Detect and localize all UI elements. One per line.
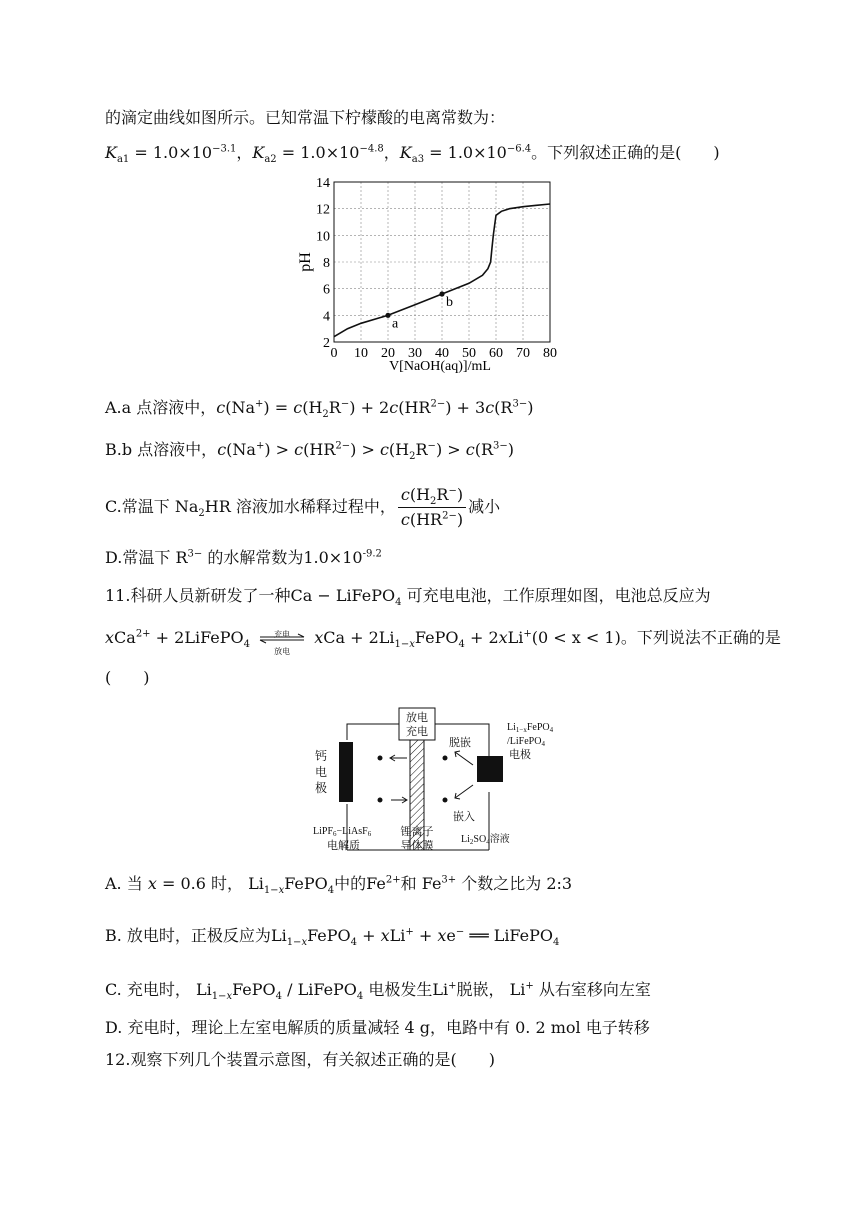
x-axis-label: V[NaOH(aq)]/mL <box>389 359 491 374</box>
x-tick-label: 30 <box>408 346 422 361</box>
x-tick-label: 40 <box>435 346 449 361</box>
left-electrode-label-1: 钙 <box>315 749 328 763</box>
x-tick-label: 80 <box>543 346 557 361</box>
ion-dot <box>443 798 448 803</box>
option-11-c: C. 充电时， $Li_{1-x}FePO_4$ / LiFePO$_4$ 电极发生Li+脱嵌， Li+ 从右室移向左室 <box>105 980 651 1003</box>
ka3-value: 1.0×10 <box>447 143 507 162</box>
titration-chart <box>290 172 570 377</box>
y-tick-label: 14 <box>316 176 330 191</box>
option-10-b: B.b 点溶液中，$c(Na^+) > c(HR^{2-}) > c(H_2R^-) > c(R^{3-})$ <box>105 440 515 463</box>
right-electrode-label-3: 电极 <box>509 749 531 761</box>
left-electrode-label-2: 电 <box>315 765 328 779</box>
right-electrode-label-2: /LiFePO$_4$ <box>507 736 545 748</box>
left-electrolyte-label-1: LiPF$_6$−LiAsF$_6$ <box>313 826 372 838</box>
q11-paren: ( ) <box>105 668 150 687</box>
left-electrolyte-label-2: 电解质 <box>327 840 360 852</box>
deintercalate-label: 脱嵌 <box>449 737 471 749</box>
intro-line <box>105 108 505 128</box>
y-tick-label: 10 <box>316 229 330 245</box>
right-solution-label: $Li_2SO_4$溶液 <box>461 834 510 846</box>
x-tick-label: 20 <box>381 346 395 361</box>
point-b <box>439 291 444 296</box>
calcium-electrode <box>339 742 353 802</box>
option-11-b: B. 放电时，正极反应为$Li_{1-x}FePO_4 + xLi^+ + xe^-$ ══ LiFePO$_4$ <box>105 926 560 949</box>
option-10-c: C.常温下 $Na_2HR$ 溶液加水稀释过程中， $\frac{c(H_2R^-)}{c(HR^{2-})}$ 减小 <box>105 485 501 529</box>
y-tick-label: 8 <box>323 256 330 271</box>
y-tick-label: 2 <box>323 336 330 351</box>
x-tick-label: 70 <box>516 346 530 361</box>
q11-reaction-line: xCa$^{2+}$ + 2LiFePO$_4$ 充电 放电 xCa + $2Li_{1-x}FePO_4 + 2xLi^+(0 < x < 1)$。下列说法不正确的是 <box>105 628 781 656</box>
q11-stem-line1: 11.科研人员新研发了一种Ca − LiFePO$_4$ 可充电电池，工作原理如图，电池总反应为 <box>105 586 711 609</box>
ion-dot <box>443 756 448 761</box>
point-label-b: b <box>446 295 453 310</box>
q12-stem: 12.观察下列几个装置示意图，有关叙述正确的是( ) <box>105 1050 495 1069</box>
y-tick-label: 4 <box>323 309 330 325</box>
point-a <box>385 313 390 318</box>
ka-line: $K_{a1} = 1.0\times 10^{-3.1}$，$K_{a2} = 1.0\times 10^{-4.8}$，$K_{a3} = 1.0\times 10^{-6.4}$。下列叙述正确的是( ) <box>105 143 720 166</box>
intercalate-label: 嵌入 <box>453 811 475 823</box>
membrane-label-1: 锂离子 <box>400 826 434 838</box>
ka2-value: 1.0×10 <box>300 143 360 162</box>
x-tick-label: 50 <box>462 346 476 361</box>
option-11-d: D. 充电时，理论上左室电解质的质量减轻 4 g，电路中有 0. 2 mol 电子转移 <box>105 1018 650 1037</box>
right-electrode-label-1: $Li_{1-x}FePO_4$ <box>507 722 554 734</box>
chart-grid <box>334 182 550 342</box>
ion-dot <box>378 798 383 803</box>
option-11-a: A. 当 x = 0.6 时， $Li_{1-x}FePO_4$中的$Fe^{2+}$和 $Fe^{3+}$ 个数之比为 2:3 <box>105 874 573 897</box>
y-axis-label: pH <box>297 252 314 272</box>
lifepo4-electrode <box>477 756 503 782</box>
point-label-a: a <box>392 316 399 332</box>
intro-text: 的滴定曲线如图所示。已知常温下柠檬酸的电离常数为： <box>105 108 506 127</box>
membrane-label-2: 导体膜 <box>400 840 434 852</box>
y-tick-label: 6 <box>323 282 330 298</box>
ion-dot <box>378 756 383 761</box>
x-tick-label: 0 <box>330 346 338 361</box>
left-electrode-label-3: 极 <box>315 781 328 795</box>
switch-charge-label: 充电 <box>406 726 428 738</box>
switch-discharge-label: 放电 <box>406 712 428 724</box>
battery-diagram <box>295 700 575 862</box>
reversible-arrow: 充电 放电 <box>258 629 306 649</box>
option-10-d: D.常温下 $R^{3-}$ 的水解常数为$1.0\times 10^{-9.2}$ <box>105 548 382 567</box>
x-tick-label: 60 <box>489 346 503 361</box>
y-axis-ticks <box>316 176 330 351</box>
ka1-value: 1.0×10 <box>152 143 213 162</box>
option-10-a: A.a 点溶液中，$c(Na^+) = c(H_2R^-) + 2c(HR^{2-}) + 3c(R^{3-})$ <box>105 398 534 421</box>
y-tick-label: 12 <box>316 202 330 218</box>
chart-points <box>385 291 453 331</box>
x-tick-label: 10 <box>354 346 368 361</box>
